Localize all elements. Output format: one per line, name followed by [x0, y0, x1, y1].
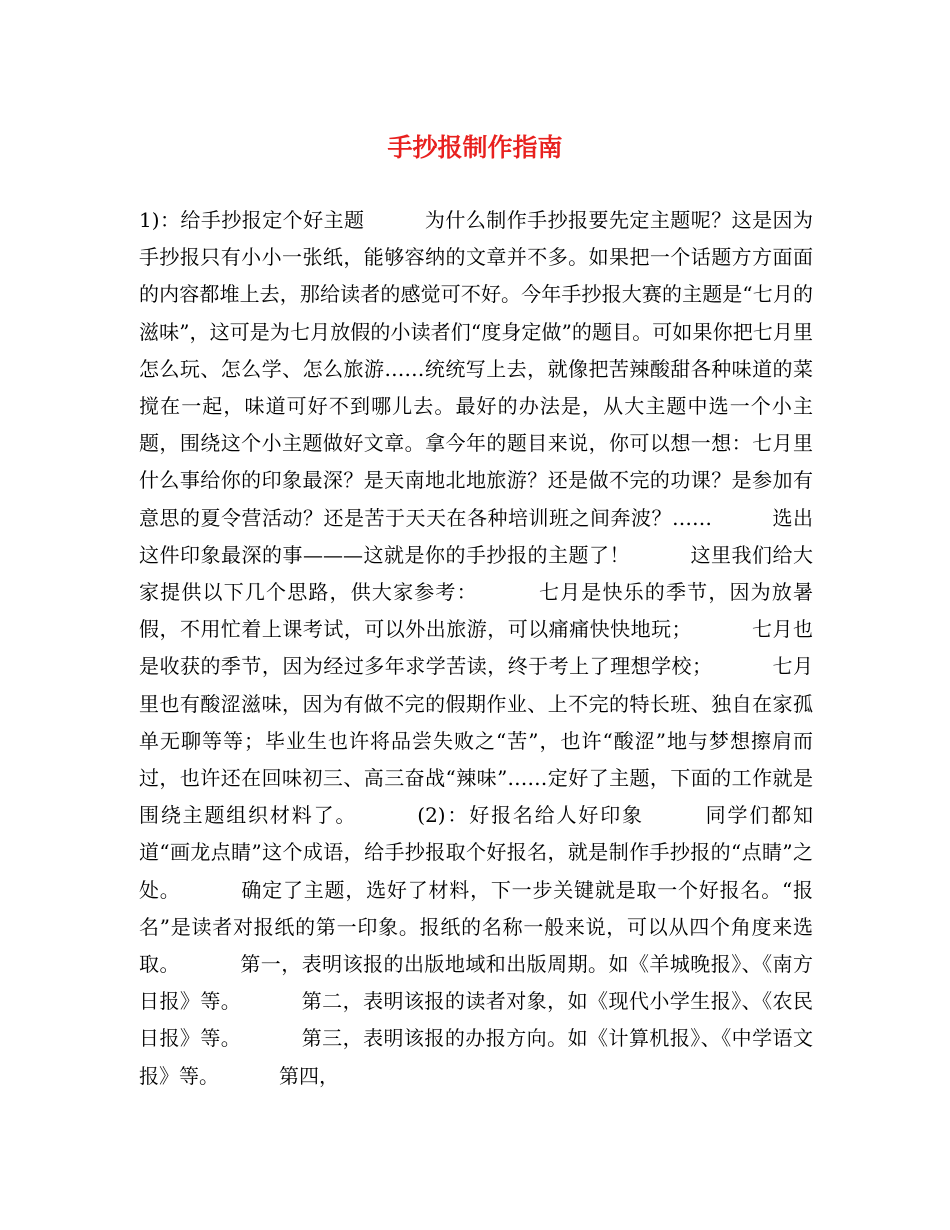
text-segment: 这里我们给大家提供以下几个思路，供大家参考：: [139, 542, 813, 605]
text-segment: (2)：好报名给人好印象: [417, 803, 644, 828]
text-segment: 为什么制作手抄报要先定主题呢？这是因为手抄报只有小小一张纸，能够容纳的文章并不多。如果把一个话题方方面面的内容都堆上去，那给读者的感觉可不好。今年手抄报大赛的主题是“七月的滋味”，这可是为七月放假的小读者们“度身定做”的题目。可如果你把七月里怎么玩、怎么学、怎么旅游……统统写上去，就像把苦辣酸甜各种味道的菜搅在一起，味道可好不到哪儿去。最好的办法是，从大主题中选一个小主题，围绕这个小主题做好文章。拿今年的题目来说，你可以想一想：七月里什么事给你的印象最深？是天南地北地旅游？还是做不完的功课？是参加有意思的夏令营活动？还是苦于天天在各种培训班之间奔波？……: [139, 208, 813, 530]
text-segment: 第三，表明该报的办报方向。如《计算机报》、《中学语文报》等。: [139, 1026, 814, 1088]
text-segment: 1)：给手抄报定个好主题: [139, 208, 365, 232]
text-segment: 同学们都知道“画龙点睛”这个成语，给手抄报取个好报名，就是制作手抄报的“点睛”之处。: [139, 803, 813, 902]
text-segment: 第四，: [279, 1063, 339, 1088]
text-segment: 选出这件印象最深的事———这就是你的手抄报的主题了！: [139, 505, 813, 567]
text-segment: 确定了主题，选好了材料，下一步关键就是取一个好报名。“报名”是读者对报纸的第一印象。报纸的名称一般来说，可以从四个角度来选取。: [139, 877, 813, 977]
page-title: 手抄报制作指南: [387, 133, 563, 162]
text-segment: 第二，表明该报的读者对象，如《现代小学生报》、《农民日报》等。: [139, 989, 814, 1051]
text-segment: 七月也是收获的季节，因为经过多年求学苦读，终于考上了理想学校；: [139, 617, 814, 679]
body-paragraph: [139, 202, 813, 1095]
text-segment: 七月是快乐的季节，因为放暑假，不用忙着上课考试，可以外出旅游，可以痛痛快快地玩；: [139, 580, 814, 642]
text-segment: 七月里也有酸涩滋味，因为有做不完的假期作业、上不完的特长班、独自在家孤单无聊等等；毕业生也许将品尝失败之“苦”，也许“酸涩”地与梦想擦肩而过，也许还在回味初三、高三奋战“辣味”……定好了主题，下面的工作就是围绕主题组织材料了。: [139, 654, 814, 828]
text-segment: 第一，表明该报的出版地域和出版周期。如《羊城晚报》、《南方日报》等。: [139, 952, 814, 1014]
